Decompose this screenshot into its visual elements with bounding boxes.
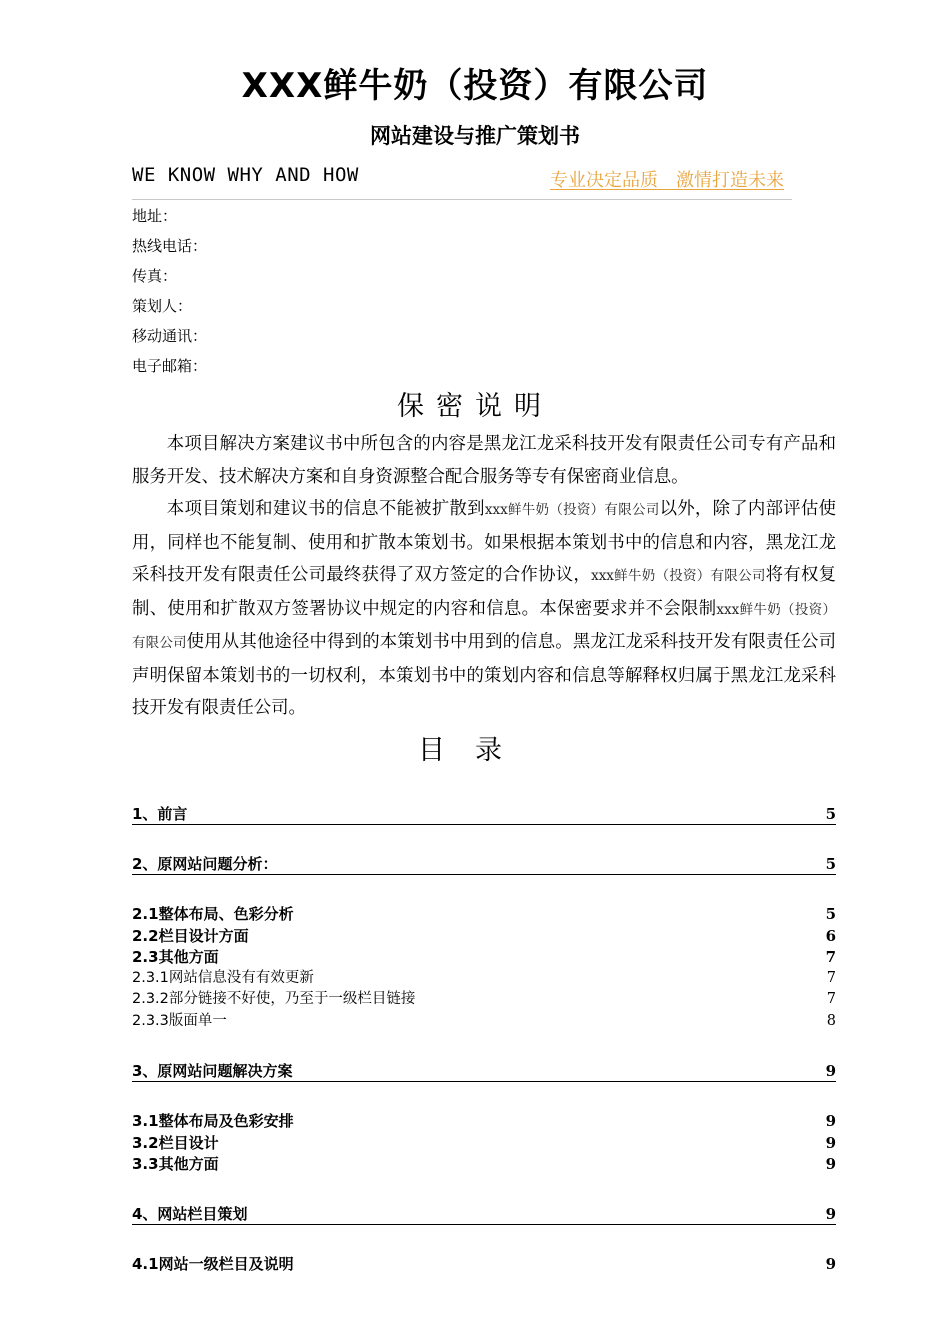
toc-entry[interactable] bbox=[132, 1204, 836, 1225]
toc-entry-label: 1、前言 bbox=[132, 805, 188, 823]
toc-entry-label: 2.3.3版面单一 bbox=[132, 1013, 227, 1029]
contact-address: 地址： bbox=[132, 207, 178, 225]
toc-entry[interactable] bbox=[132, 804, 836, 825]
confidentiality-body bbox=[132, 428, 836, 725]
toc-entry-label: 2.3其他方面 bbox=[132, 948, 219, 966]
confidentiality-paragraph-2 bbox=[132, 493, 836, 725]
toc-entry-label: 2.1整体布局、色彩分析 bbox=[132, 905, 294, 923]
paragraph-text: 将有权复制、使用和扩散双方签署协议中规定的内容和信息。本保密要求并不会限制 bbox=[132, 565, 836, 619]
toc-entry-label: 2.3.2部分链接不好使，乃至于一级栏目链接 bbox=[132, 991, 416, 1007]
contact-fax: 传真： bbox=[132, 267, 178, 285]
contact-email: 电子邮箱： bbox=[132, 357, 208, 375]
toc-entry[interactable] bbox=[132, 1133, 836, 1154]
toc-entry-page: 5 bbox=[825, 855, 836, 873]
document-title: XXX鲜牛奶（投资）有限公司 bbox=[241, 66, 709, 106]
toc-entry-label: 4、网站栏目策划 bbox=[132, 1205, 248, 1223]
toc-entry-label: 4.1网站一级栏目及说明 bbox=[132, 1255, 294, 1273]
toc-entry[interactable] bbox=[132, 1254, 836, 1275]
toc-entry-page: 7 bbox=[826, 991, 836, 1007]
client-company-name: xxx鲜牛奶（投资）有限公司 bbox=[591, 568, 766, 584]
confidentiality-paragraph-1: 本项目解决方案建议书中所包含的内容是黑龙江龙采科技开发有限责任公司专有产品和服务开发、技术解决方案和自身资源整合配合服务等专有保密商业信息。 bbox=[132, 434, 836, 487]
toc-entry[interactable] bbox=[132, 968, 836, 989]
toc-entry-label: 3.3其他方面 bbox=[132, 1155, 219, 1173]
toc-entry[interactable] bbox=[132, 854, 836, 875]
slogan-english: WE KNOW WHY AND HOW bbox=[132, 164, 359, 186]
toc-entry-page: 9 bbox=[825, 1155, 836, 1173]
toc-entry[interactable] bbox=[132, 947, 836, 968]
toc-entry[interactable] bbox=[132, 1011, 836, 1032]
client-company-name: xxx鲜牛奶（投资）有限公司 bbox=[484, 502, 660, 518]
toc-entry-label: 2、原网站问题分析： bbox=[132, 855, 278, 873]
header-divider bbox=[132, 199, 792, 200]
toc-entry-page: 7 bbox=[825, 948, 836, 966]
toc-entry-page: 9 bbox=[825, 1062, 836, 1080]
toc-heading: 目录 bbox=[418, 735, 532, 766]
toc-entry-page: 6 bbox=[825, 927, 836, 945]
toc-entry-page: 7 bbox=[826, 970, 836, 986]
toc-entry[interactable] bbox=[132, 926, 836, 947]
client-company-name: xxx鲜牛奶（投资）有限公司 bbox=[132, 601, 836, 651]
paragraph-text: 使用从其他途径中得到的本策划书中用到的信息。黑龙江龙采科技开发有限责任公司声明保留本策划书的一切权利，本策划书中的策划内容和信息等解释权归属于黑龙江龙采科技开发有限责任公司。 bbox=[132, 632, 836, 718]
toc-entry[interactable] bbox=[132, 989, 836, 1010]
paragraph-text: 以外，除了内部评估使用，同样也不能复制、使用和扩散本策划书。如果根据本策划书中的信息和内容，黑龙江龙采科技开发有限责任公司最终获得了双方签定的合作协议， bbox=[132, 499, 836, 585]
toc-entry-label: 3、原网站问题解决方案 bbox=[132, 1062, 293, 1080]
toc-entry-page: 8 bbox=[826, 1013, 836, 1029]
toc-entry-page: 5 bbox=[825, 905, 836, 923]
contact-planner: 策划人： bbox=[132, 297, 193, 315]
slogan-chinese: 专业决定品质 激情打造未来 bbox=[550, 170, 784, 191]
toc-entry-page: 9 bbox=[825, 1205, 836, 1223]
toc-entry[interactable] bbox=[132, 1154, 836, 1175]
toc-entry-label: 3.1整体布局及色彩安排 bbox=[132, 1112, 294, 1130]
toc-entry-label: 2.2栏目设计方面 bbox=[132, 927, 249, 945]
confidentiality-heading: 保密说明 bbox=[397, 391, 553, 422]
paragraph-text: 本项目策划和建议书的信息不能被扩散到 bbox=[166, 499, 485, 519]
contact-block bbox=[132, 201, 207, 381]
toc-entry-label: 3.2栏目设计 bbox=[132, 1134, 219, 1152]
toc-entry[interactable] bbox=[132, 1061, 836, 1082]
toc-entry-page: 9 bbox=[825, 1255, 836, 1273]
toc-entry-page: 9 bbox=[825, 1112, 836, 1130]
toc-entry-page: 5 bbox=[825, 805, 836, 823]
contact-mobile: 移动通讯： bbox=[132, 327, 208, 345]
toc-entry[interactable] bbox=[132, 1111, 836, 1132]
contact-hotline: 热线电话： bbox=[132, 237, 208, 255]
document-subtitle: 网站建设与推广策划书 bbox=[370, 124, 580, 148]
toc-entry-label: 2.3.1网站信息没有有效更新 bbox=[132, 970, 314, 986]
toc-entry[interactable] bbox=[132, 904, 836, 925]
toc-entry-page: 9 bbox=[825, 1134, 836, 1152]
